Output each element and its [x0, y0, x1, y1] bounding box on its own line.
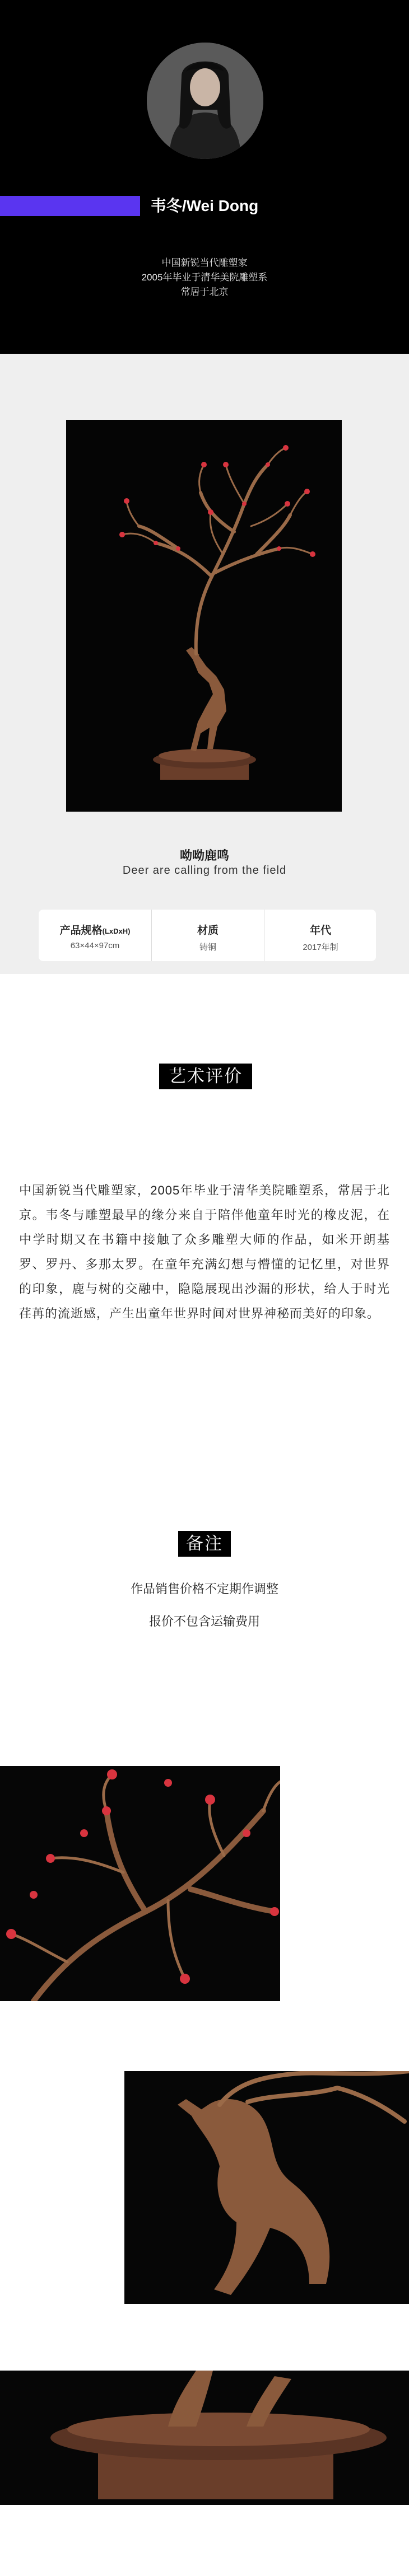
detail-photo-base [0, 2371, 409, 2505]
detail-photo-deer [124, 2071, 409, 2304]
spec-year [264, 910, 377, 961]
artwork-photo [66, 420, 342, 812]
artist-header [0, 0, 409, 354]
artwork-title: 呦呦鹿鸣 [179, 849, 229, 863]
bio-line-1: 中国新锐当代雕塑家 [161, 257, 248, 268]
spec-card [39, 910, 376, 961]
artist-name: 韦冬/Wei Dong [150, 197, 259, 214]
spec-dimensions [39, 910, 151, 961]
bio-line-2: 2005年毕业于清华美院雕塑系 [141, 272, 268, 283]
spec-value: 2017年制 [303, 943, 338, 952]
spec-label: 材质 [197, 925, 219, 936]
artwork-panel [0, 354, 409, 974]
artist-avatar [147, 43, 263, 159]
review-heading: 艺术评价 [159, 1064, 252, 1089]
notes-heading: 备注 [178, 1531, 231, 1557]
spec-material [151, 910, 264, 961]
spec-label: 年代 [309, 925, 331, 936]
spec-label: 产品规格 [59, 925, 103, 936]
spec-value: 铸铜 [199, 943, 216, 952]
artwork-title-english: Deer are calling from the field [122, 864, 287, 877]
review-text: 中国新锐当代雕塑家，2005年毕业于清华美院雕塑系，常居于北京。韦冬与雕塑最早的缘分来自于陪伴他童年时光的橡皮泥，在中学时期又在书籍中接触了众多雕塑大师的作品，如米开朗基罗、罗丹、多那太罗。在童年充满幻想与懵懂的记忆里，对世界的印象，鹿与树的交融中，隐隐展现出沙漏的形状，给人于时光荏苒的流逝感，产生出童年世界时间对世界神秘而美好的印象。 [19, 1183, 390, 1320]
spec-label-unit: (LxDxH) [102, 927, 131, 935]
note-line-1: 作品销售价格不定期作调整 [130, 1582, 278, 1596]
spec-value: 63×44×97cm [70, 941, 120, 950]
bio-line-3: 常居于北京 [180, 287, 229, 297]
detail-photo-branches [0, 1766, 280, 2001]
note-line-2: 报价不包含运输费用 [148, 1614, 260, 1628]
